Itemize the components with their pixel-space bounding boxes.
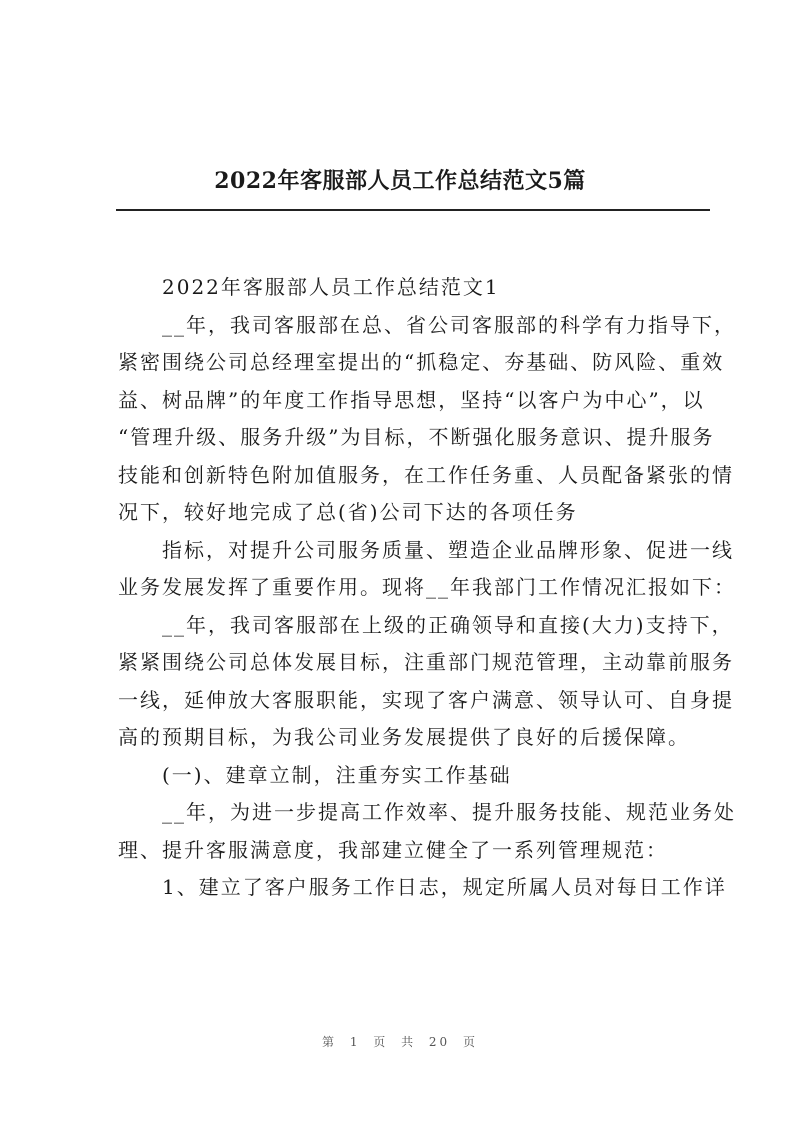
body-line: 业务发展发挥了重要作用。现将__年我部门工作情况汇报如下： [118,575,736,599]
body-line: 理、提升客服满意度，我部建立健全了一系列管理规范： [118,837,668,862]
body-line: 高的预期目标，为我公司业务发展提供了良好的后援保障。 [118,725,690,749]
title-underline [116,209,710,211]
body-line: __年，我司客服部在总、省公司客服部的科学有力指导下， [118,312,736,337]
body-line: (一)、建章立制，注重夯实工作基础 [118,762,512,787]
body-line: 紧紧围绕公司总体发展目标，注重部门规范管理，主动靠前服务 [118,650,734,674]
page-footer: 第 1 页 共 20 页 [322,1035,478,1049]
body-line: 益、树品牌”的年度工作指导思想，坚持“以客户为中心”，以 [118,387,705,412]
body-line: 1、建立了客户服务工作日志，规定所属人员对每日工作详 [118,875,727,899]
body-line: 紧密围绕公司总经理室提出的“抓稳定、夯基础、防风险、重效 [118,350,725,374]
body-line: 指标，对提升公司服务质量、塑造企业品牌形象、促进一线 [118,537,734,562]
body-line: 2022年客服部人员工作总结范文1 [118,275,500,299]
body-line: 况下，较好地完成了总(省)公司下达的各项任务 [118,500,578,524]
body-line: “管理升级、服务升级”为目标，不断强化服务意识、提升服务 [118,425,715,449]
document-body [118,269,736,907]
body-line: __年，为进一步提高工作效率、提升服务技能、规范业务处 [118,800,736,824]
document-title: 2022年客服部人员工作总结范文5篇 [214,168,586,194]
body-line: __年，我司客服部在上级的正确领导和直接(大力)支持下， [118,612,734,637]
body-line: 技能和创新特色附加值服务，在工作任务重、人员配备紧张的情 [118,462,734,487]
body-line: 一线，延伸放大客服职能，实现了客户满意、领导认可、自身提 [118,687,734,712]
